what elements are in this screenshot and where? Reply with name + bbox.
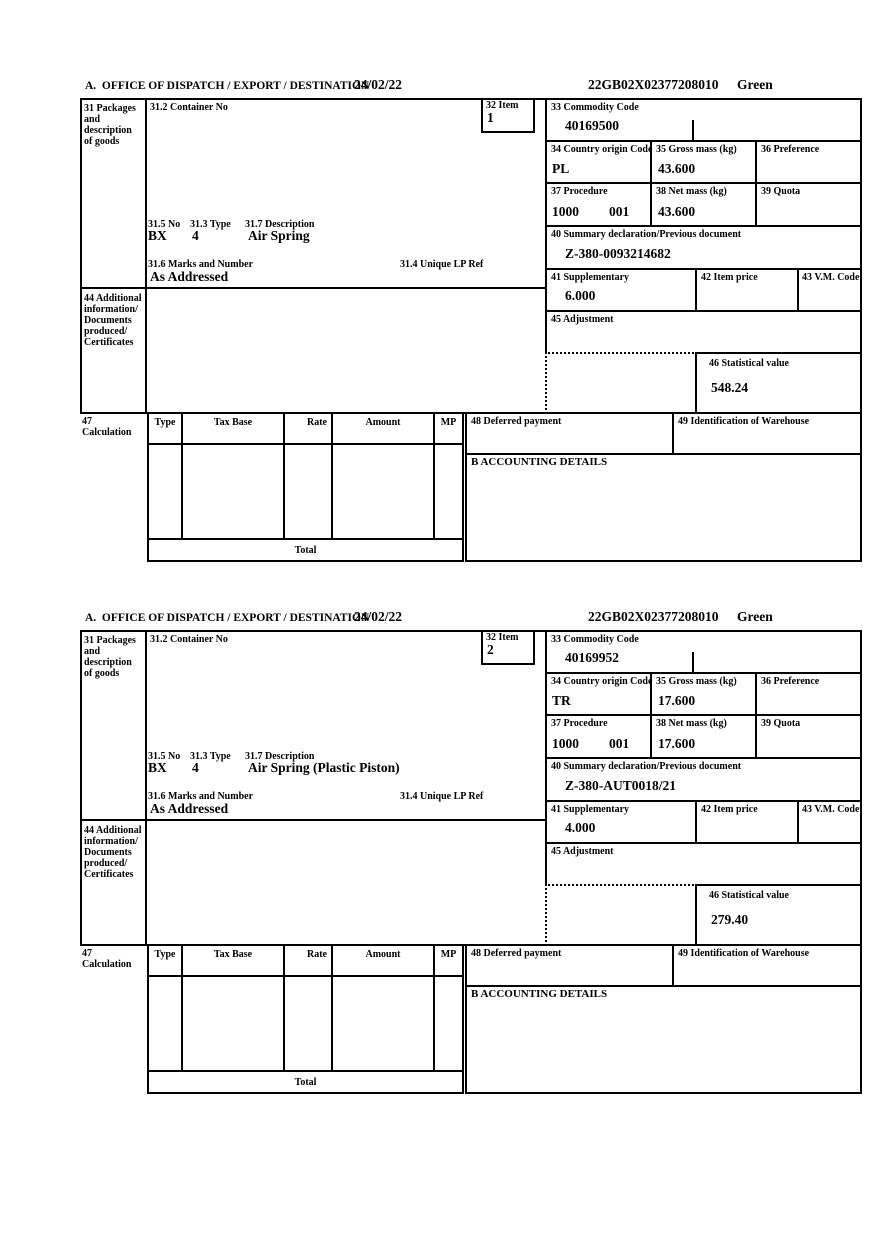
box39-quota (755, 182, 862, 227)
supplementary-value: 6.000 (565, 288, 596, 303)
box39-label: 39 Quota (761, 718, 801, 729)
box35-gross-mass (650, 672, 757, 716)
box48-deferred-payment (465, 412, 674, 455)
box44-label: 44 Additional information/ Documents produced/ Certificates (84, 825, 142, 880)
boxB-accounting-details (465, 985, 862, 1094)
calc-total-label: Total (294, 1076, 317, 1088)
box37-procedure (545, 714, 652, 759)
box46-spare-dotted-cell (545, 884, 697, 946)
box42-label: 42 Item price (701, 804, 758, 815)
box31-2-container-label: 31.2 Container No (150, 634, 228, 645)
box31-4-label: 31.4 Unique LP Ref (400, 259, 484, 270)
box49-label: 49 Identification of Warehouse (678, 948, 810, 959)
calc-col-amount-label: Amount (365, 417, 401, 428)
box44-divider-line (80, 287, 547, 289)
calc-header-rate (283, 944, 333, 977)
box43-vm-code (797, 800, 862, 844)
gross-mass-value: 43.600 (658, 161, 696, 176)
calc-header-amount (331, 944, 435, 977)
calc-body-tax-base (181, 443, 285, 540)
box44-label: 44 Additional information/ Documents produced/ Certificates (84, 293, 142, 348)
box48-deferred-payment (465, 944, 674, 987)
box31-5-label: 31.5 No (148, 751, 181, 762)
marks-and-number-value: As Addressed (150, 269, 229, 284)
box46-label: 46 Statistical value (709, 358, 789, 369)
calc-body-rate (283, 975, 333, 1072)
routing-status: Green (737, 77, 773, 92)
procedure-value: 1000 (552, 736, 579, 751)
office-of-dispatch-label: A. OFFICE OF DISPATCH / EXPORT / DESTINATION (85, 612, 370, 624)
gross-mass-value: 17.600 (658, 693, 696, 708)
net-mass-value: 17.600 (658, 736, 696, 751)
calc-col-type-label: Type (154, 949, 176, 960)
item-number-value: 2 (487, 642, 494, 657)
calc-header-tax-base (181, 412, 285, 445)
box37-label: 37 Procedure (551, 186, 608, 197)
country-origin-value: PL (552, 161, 570, 176)
box34-label: 34 Country origin Code (551, 144, 653, 155)
box45-label: 45 Adjustment (551, 314, 614, 325)
mrn-reference: 22GB02X02377208010 (588, 77, 719, 92)
mrn-reference: 22GB02X02377208010 (588, 609, 719, 624)
box46-spare-dotted-cell (545, 352, 697, 414)
box45-adjustment (545, 310, 862, 354)
calc-header-amount (331, 412, 435, 445)
box32-label: 32 Item (486, 100, 519, 111)
box49-label: 49 Identification of Warehouse (678, 416, 810, 427)
box40-label: 40 Summary declaration/Previous document (551, 229, 742, 240)
box34-country-origin (545, 672, 652, 716)
calc-body-tax-base (181, 975, 285, 1072)
box39-label: 39 Quota (761, 186, 801, 197)
routing-status: Green (737, 609, 773, 624)
package-number-value: BX (148, 760, 167, 775)
item-number-value: 1 (487, 110, 494, 125)
declaration-item-section (0, 75, 882, 570)
box43-label: 43 V.M. Code (802, 272, 860, 283)
country-origin-value: TR (552, 693, 571, 708)
declaration-item-section (0, 607, 882, 1102)
declaration-date: 24/02/22 (354, 609, 403, 624)
box41-label: 41 Supplementary (551, 804, 630, 815)
box42-label: 42 Item price (701, 272, 758, 283)
box49-warehouse-id (672, 944, 862, 987)
box31-3-label: 31.3 Type (190, 219, 231, 230)
box31-packages-area (80, 630, 545, 946)
calc-body-rate (283, 443, 333, 540)
commodity-code-value: 40169500 (565, 118, 619, 133)
box37-procedure (545, 182, 652, 227)
calc-body-mp (433, 443, 464, 540)
box33-commodity-code (545, 630, 862, 674)
previous-document-value: Z-380-0093214682 (565, 246, 671, 261)
box44-divider-line (80, 819, 547, 821)
calc-col-mp-label: MP (440, 949, 457, 960)
box31-2-container-label: 31.2 Container No (150, 102, 228, 113)
box45-label: 45 Adjustment (551, 846, 614, 857)
calc-col-tax-base-label: Tax Base (213, 417, 253, 428)
box38-label: 38 Net mass (kg) (656, 186, 727, 197)
box46-label: 46 Statistical value (709, 890, 789, 901)
package-type-value: 4 (192, 228, 199, 243)
box33-commodity-code (545, 98, 862, 142)
box37-label: 37 Procedure (551, 718, 608, 729)
box31-4-label: 31.4 Unique LP Ref (400, 791, 484, 802)
calc-header-mp (433, 412, 464, 445)
calc-col-rate-label: Rate (307, 949, 327, 960)
box42-item-price (695, 800, 799, 844)
box48-label: 48 Deferred payment (471, 416, 562, 427)
box41-supplementary (545, 800, 697, 844)
calc-header-rate (283, 412, 333, 445)
box32-item (481, 98, 535, 133)
calc-col-amount-label: Amount (365, 949, 401, 960)
boxB-label: B ACCOUNTING DETAILS (471, 456, 608, 468)
box31-3-label: 31.3 Type (190, 751, 231, 762)
box46-statistical-value (695, 884, 862, 946)
box36-label: 36 Preference (761, 144, 820, 155)
boxB-accounting-details (465, 453, 862, 562)
calc-body-mp (433, 975, 464, 1072)
box41-supplementary (545, 268, 697, 312)
left-column-divider (145, 630, 147, 946)
box31-label: 31 Packages and description of goods (84, 103, 136, 147)
calc-col-mp-label: MP (440, 417, 457, 428)
box40-previous-document (545, 757, 862, 802)
box42-item-price (695, 268, 799, 312)
box38-label: 38 Net mass (kg) (656, 718, 727, 729)
box40-previous-document (545, 225, 862, 270)
box38-net-mass (650, 182, 757, 227)
procedure-value: 1000 (552, 204, 579, 219)
boxB-label: B ACCOUNTING DETAILS (471, 988, 608, 1000)
goods-description-value: Air Spring (Plastic Piston) (248, 760, 400, 775)
box35-label: 35 Gross mass (kg) (656, 676, 737, 687)
calc-header-type (147, 412, 183, 445)
procedure-ext-value: 001 (609, 204, 630, 219)
box36-preference (755, 672, 862, 716)
supplementary-value: 4.000 (565, 820, 596, 835)
package-type-value: 4 (192, 760, 199, 775)
box36-preference (755, 140, 862, 184)
box31-7-label: 31.7 Description (245, 751, 315, 762)
box33-label: 33 Commodity Code (551, 102, 639, 113)
box31-6-label: 31.6 Marks and Number (148, 259, 254, 270)
box32-label: 32 Item (486, 632, 519, 643)
box33-label: 33 Commodity Code (551, 634, 639, 645)
box31-5-label: 31.5 No (148, 219, 181, 230)
box35-gross-mass (650, 140, 757, 184)
box31-7-label: 31.7 Description (245, 219, 315, 230)
calc-col-tax-base-label: Tax Base (213, 949, 253, 960)
office-of-dispatch-label: A. OFFICE OF DISPATCH / EXPORT / DESTINATION (85, 80, 370, 92)
calc-total-row (147, 538, 464, 562)
box40-label: 40 Summary declaration/Previous document (551, 761, 742, 772)
box32-item (481, 630, 535, 665)
calc-total-label: Total (294, 544, 317, 556)
calc-body-type (147, 975, 183, 1072)
box33-subdivision-line (692, 120, 694, 140)
left-column-divider (145, 98, 147, 414)
calc-body-amount (331, 975, 435, 1072)
box34-country-origin (545, 140, 652, 184)
box31-6-label: 31.6 Marks and Number (148, 791, 254, 802)
commodity-code-value: 40169952 (565, 650, 619, 665)
box47-label: 47 Calculation (82, 416, 132, 438)
marks-and-number-value: As Addressed (150, 801, 229, 816)
calc-col-type-label: Type (154, 417, 176, 428)
box48-label: 48 Deferred payment (471, 948, 562, 959)
box46-statistical-value (695, 352, 862, 414)
box43-vm-code (797, 268, 862, 312)
box39-quota (755, 714, 862, 759)
statistical-value: 279.40 (711, 912, 749, 927)
declaration-date: 24/02/22 (354, 77, 403, 92)
box47-label: 47 Calculation (82, 948, 132, 970)
procedure-ext-value: 001 (609, 736, 630, 751)
box35-label: 35 Gross mass (kg) (656, 144, 737, 155)
calc-header-type (147, 944, 183, 977)
previous-document-value: Z-380-AUT0018/21 (565, 778, 676, 793)
box36-label: 36 Preference (761, 676, 820, 687)
package-number-value: BX (148, 228, 167, 243)
box41-label: 41 Supplementary (551, 272, 630, 283)
goods-description-value: Air Spring (248, 228, 310, 243)
net-mass-value: 43.600 (658, 204, 696, 219)
calc-col-rate-label: Rate (307, 417, 327, 428)
box45-adjustment (545, 842, 862, 886)
box31-packages-area (80, 98, 545, 414)
calc-total-row (147, 1070, 464, 1094)
box38-net-mass (650, 714, 757, 759)
calc-body-amount (331, 443, 435, 540)
box31-label: 31 Packages and description of goods (84, 635, 136, 679)
box33-subdivision-line (692, 652, 694, 672)
calc-header-mp (433, 944, 464, 977)
box34-label: 34 Country origin Code (551, 676, 653, 687)
calc-body-type (147, 443, 183, 540)
box43-label: 43 V.M. Code (802, 804, 860, 815)
box49-warehouse-id (672, 412, 862, 455)
statistical-value: 548.24 (711, 380, 749, 395)
calc-header-tax-base (181, 944, 285, 977)
